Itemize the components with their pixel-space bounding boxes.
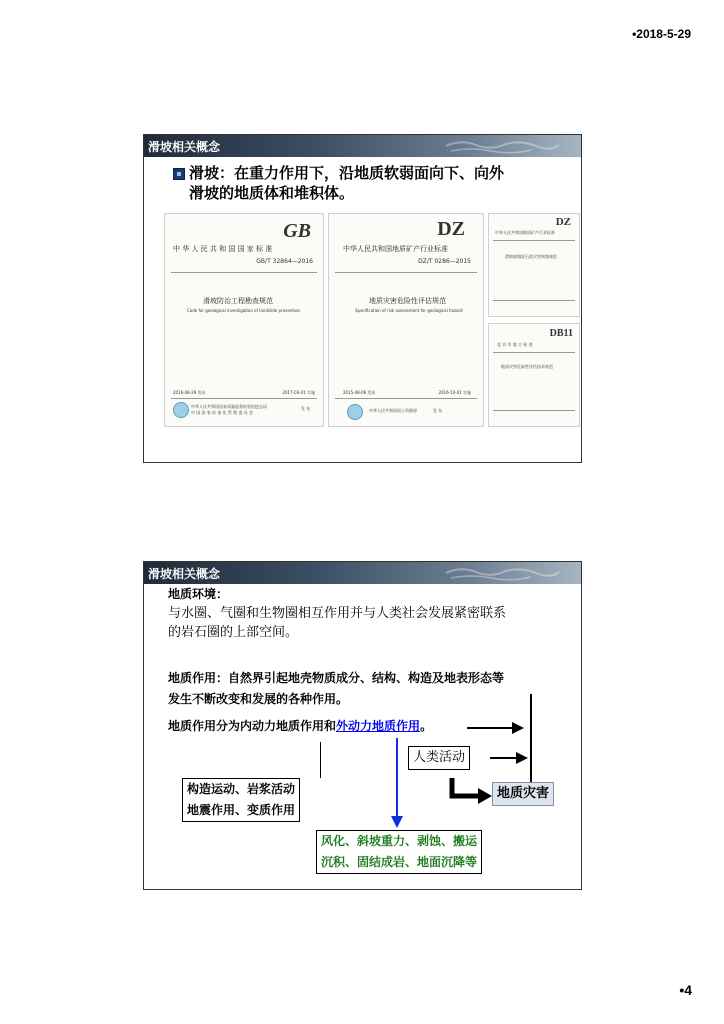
dz-logo: DZ — [555, 216, 571, 228]
arrow-line — [467, 727, 517, 729]
internal-line-1: 构造运动、岩浆活动 — [187, 782, 296, 796]
action-split-line — [168, 716, 432, 736]
split-end: 。 — [420, 719, 433, 733]
split-and: 和 — [324, 719, 337, 733]
seal-icon — [347, 404, 363, 420]
doc-rule — [335, 398, 477, 399]
doc-date-right: 2017-03-01 实施 — [282, 390, 315, 395]
arrow-line — [396, 738, 398, 818]
internal-action-text: 内动力地质作用 — [240, 719, 325, 733]
external-line-1: 风化、斜坡重力、剥蚀、搬运 — [321, 834, 478, 848]
doc-org: 北 京 市 地 方 标 准 — [497, 342, 533, 347]
dz-logo: DZ — [437, 218, 465, 240]
doc-issued: 发 布 — [433, 408, 443, 413]
arrow-line — [530, 694, 532, 796]
geological-hazard-box: 地质灾害 — [492, 782, 554, 806]
world-map-decoration — [441, 564, 561, 582]
external-action-box — [316, 830, 482, 874]
doc-rule — [493, 352, 575, 353]
doc-title-en: Specification of risk assessment for geological hazard — [355, 308, 463, 313]
doc-code: DZ/T 0286—2015 — [418, 258, 471, 265]
doc-rule — [335, 272, 477, 273]
split-prefix: 地质作用分为 — [168, 719, 241, 733]
human-activity-box: 人类活动 — [408, 746, 470, 770]
doc-rule — [493, 300, 575, 301]
standard-cover-db11 — [488, 323, 580, 427]
doc-title-en: Code for geological investigation of landslide prevention — [187, 308, 301, 313]
standard-cover-gb — [164, 213, 324, 427]
page-number: •4 — [679, 982, 692, 998]
definition-line-1: 滑坡：在重力作用下，沿地质软弱面向下、向外 — [189, 164, 505, 182]
env-line-1: 与水圈、气圈和生物圈相互作用并与人类社会发展紧密联系 — [168, 606, 507, 621]
doc-issuer: 中华人民共和国国土资源部 — [369, 408, 417, 413]
definition-line-2: 滑坡的地质体和堆积体。 — [189, 184, 355, 202]
doc-title: 滑坡崩塌泥石流灾害调查规范 — [505, 254, 557, 259]
bullet-icon — [173, 168, 185, 180]
doc-title: 地质灾害危险性评估规范 — [369, 297, 446, 305]
doc-title: 地质灾害危险性评估技术规范 — [501, 364, 553, 369]
action-line-1: 地质作用：自然界引起地壳物质成分、结构、构造及地表形态等 — [168, 671, 505, 685]
bent-arrow-icon — [448, 776, 492, 804]
landslide-definition-text — [189, 163, 559, 203]
doc-issuer-2: 中 国 国 家 标 准 化 管 理 委 员 会 — [191, 410, 253, 415]
env-line-2: 的岩石圈的上部空间。 — [168, 625, 299, 640]
doc-org: 中华人民共和国地质矿产行业标准 — [343, 245, 448, 253]
slide-title: 滑坡相关概念 — [148, 567, 221, 581]
external-action-link[interactable]: 外动力地质作用 — [336, 719, 421, 733]
internal-action-box — [182, 778, 300, 822]
slide-geological-environment — [143, 561, 582, 890]
page-date: •2018-5-29 — [632, 27, 691, 41]
doc-title: 滑坡防治工程勘查规范 — [203, 297, 273, 305]
doc-date-right: 2016-10-01 实施 — [438, 390, 471, 395]
seal-icon — [173, 402, 189, 418]
standard-cover-dz — [328, 213, 484, 427]
arrow-line — [320, 742, 321, 778]
slide-landslide-definition — [143, 134, 582, 463]
doc-rule — [171, 272, 317, 273]
doc-rule — [493, 410, 575, 411]
env-label: 地质环境： — [168, 587, 229, 601]
action-line-2: 发生不断改变和发展的各种作用。 — [168, 692, 349, 706]
db11-logo: DB11 — [549, 328, 573, 339]
slide-title: 滑坡相关概念 — [148, 140, 221, 154]
world-map-decoration — [441, 137, 561, 155]
slide-header — [144, 562, 581, 584]
external-line-2: 沉积、固结成岩、地面沉降等 — [321, 855, 478, 869]
doc-date-left: 2015-08-06 发布 — [343, 390, 376, 395]
doc-org: 中华人民共和国地质矿产行业标准 — [495, 230, 555, 235]
doc-org: 中 华 人 民 共 和 国 国 家 标 准 — [173, 245, 273, 253]
standard-cover-dz-small — [488, 213, 580, 317]
doc-code: GB/T 32864—2016 — [256, 258, 313, 265]
doc-rule — [493, 240, 575, 241]
arrow-down-blue-icon — [391, 816, 403, 828]
gb-logo: GB — [283, 220, 311, 242]
slide-header — [144, 135, 581, 157]
doc-date-left: 2016-08-29 发布 — [173, 390, 206, 395]
internal-line-2: 地震作用、变质作用 — [187, 803, 296, 817]
doc-issued: 发 布 — [301, 406, 311, 411]
arrow-right-icon — [516, 752, 528, 764]
doc-rule — [171, 398, 317, 399]
arrow-right-icon — [512, 722, 524, 734]
doc-issuer-1: 中华人民共和国国家质量监督检验检疫总局 — [191, 404, 267, 409]
